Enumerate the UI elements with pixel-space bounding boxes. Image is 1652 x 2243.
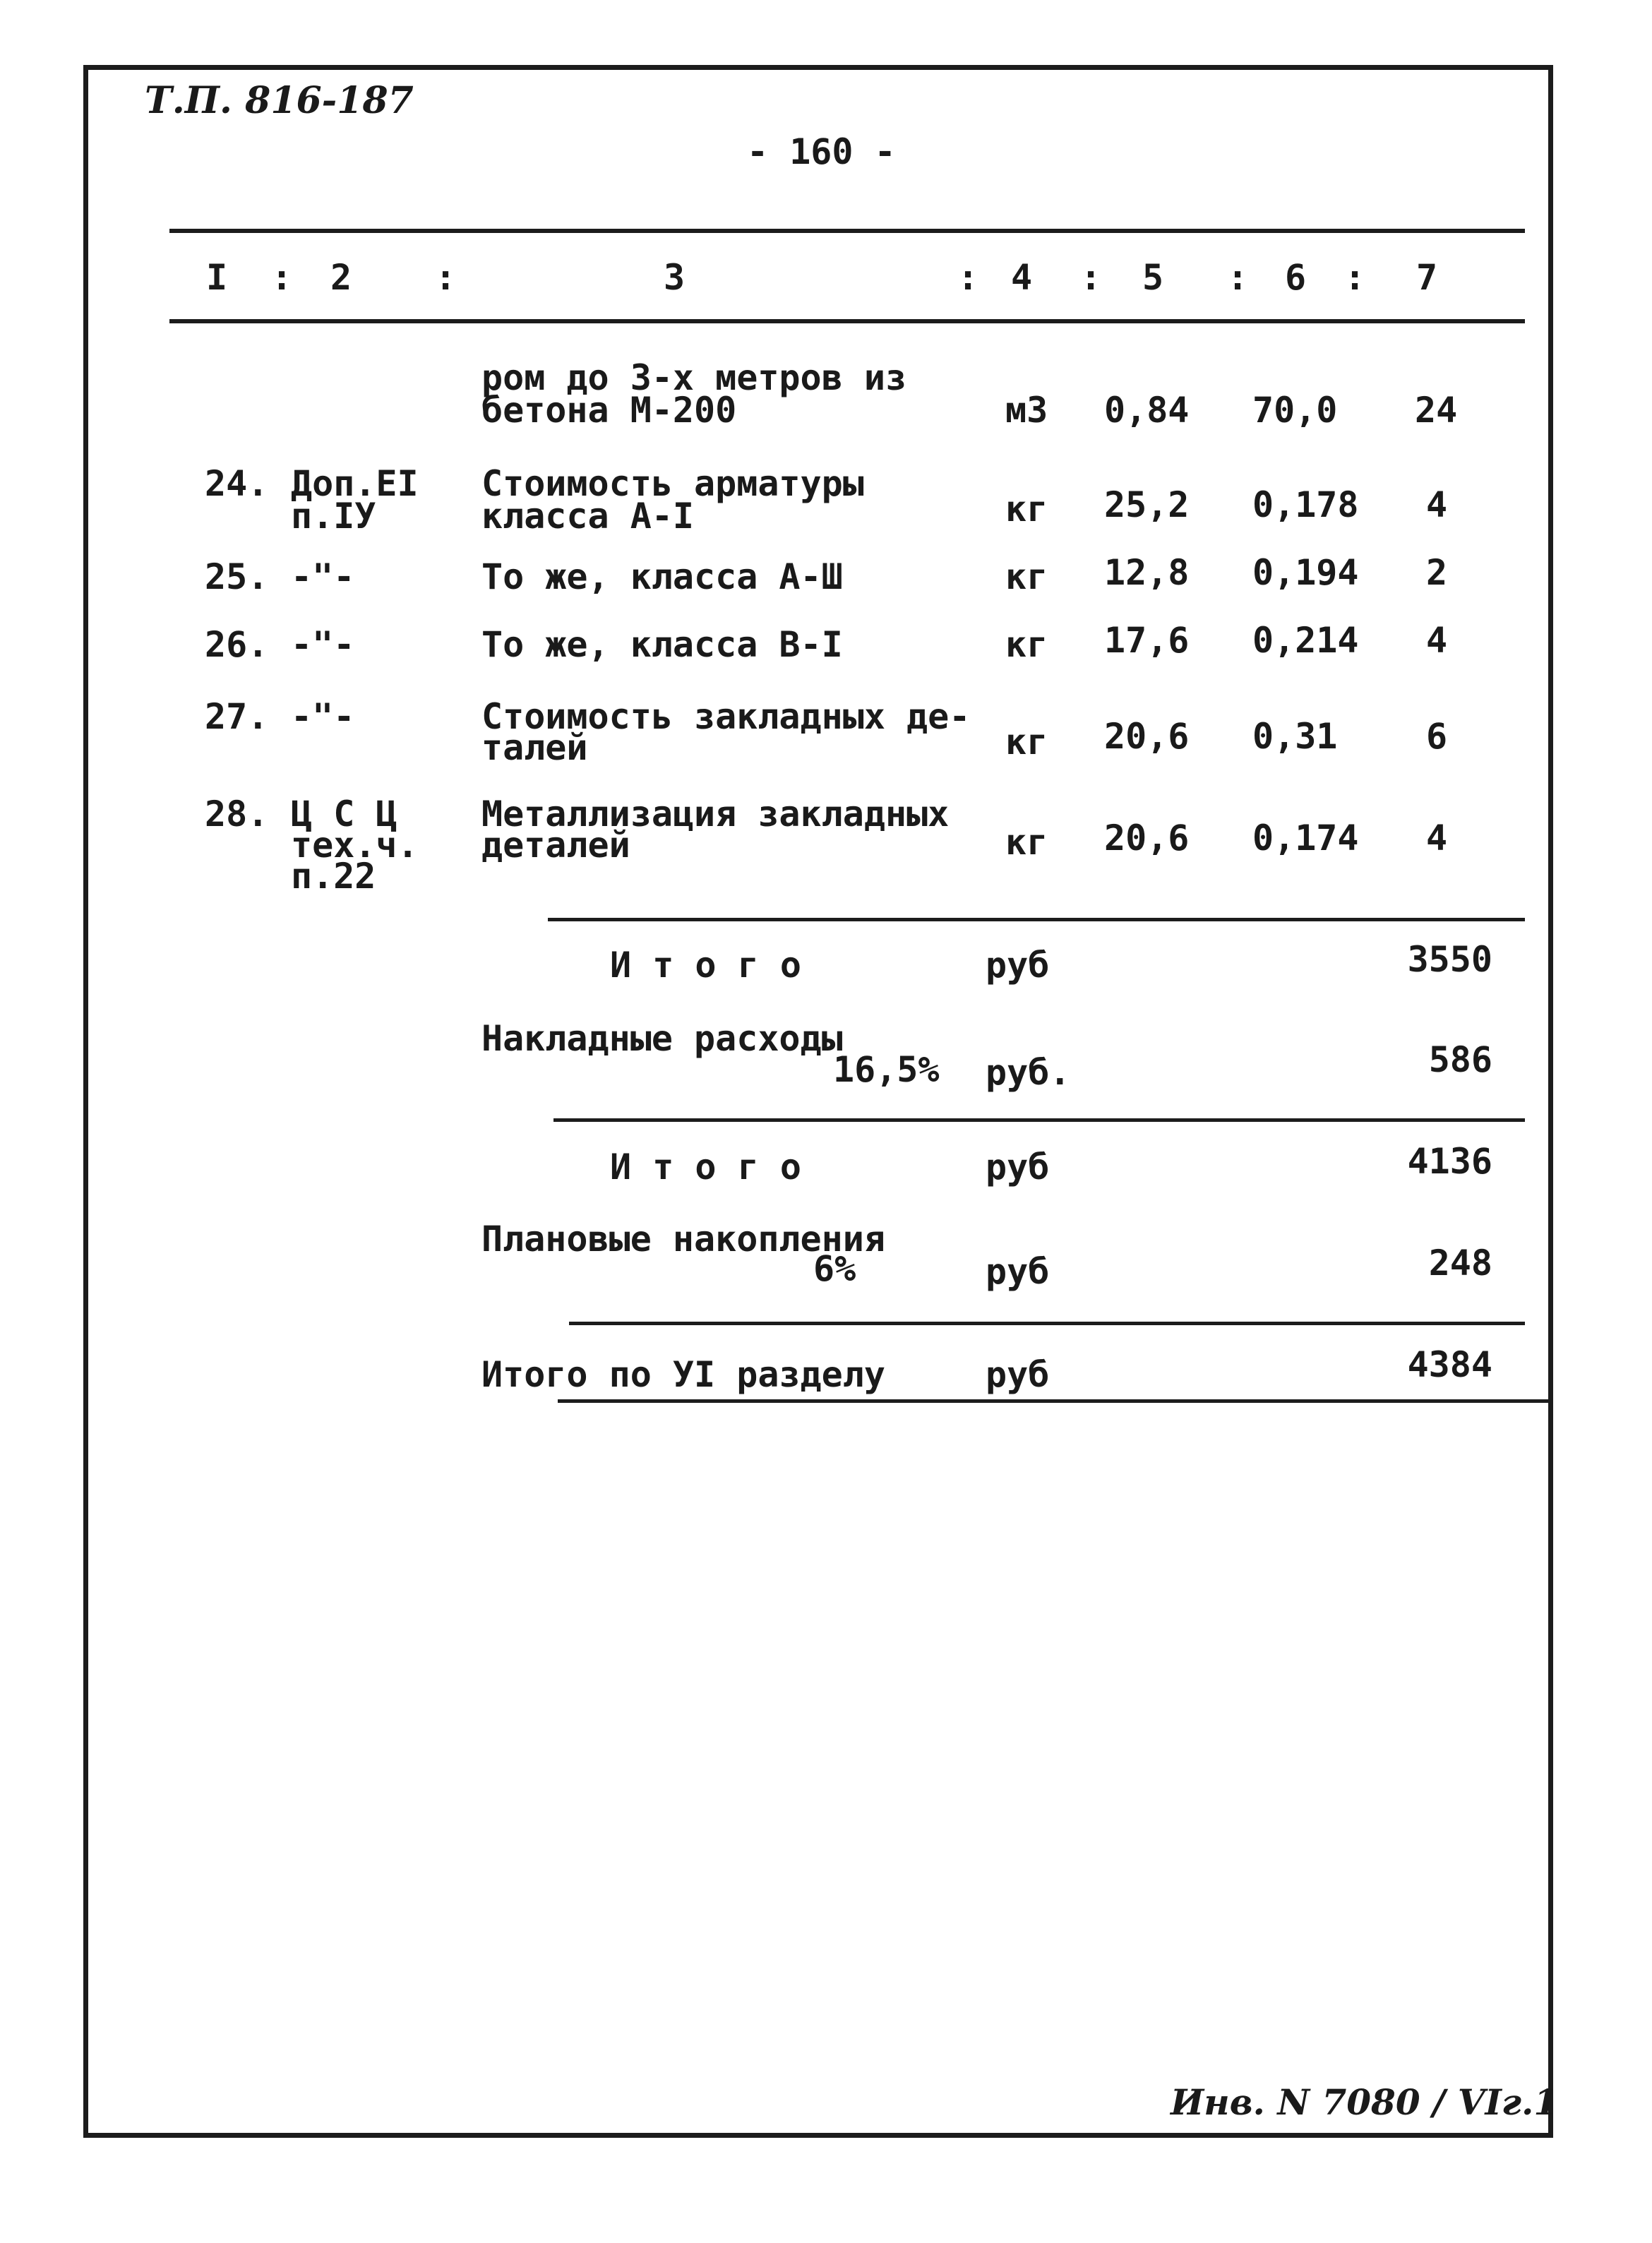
itogo-unit: руб bbox=[986, 1147, 1050, 1188]
itogo-value: 3550 bbox=[1407, 939, 1492, 980]
inventory-note: Инв. N 7080 / VIг.1 bbox=[1171, 2081, 1559, 2123]
col-sep: : bbox=[957, 257, 979, 298]
col-header-4: 4 bbox=[1011, 257, 1033, 298]
row-reference: -"- bbox=[291, 696, 355, 737]
summary-rule-4 bbox=[558, 1399, 1553, 1403]
row-description: Стоимость закладных де- bbox=[481, 696, 971, 737]
overhead-label: Накладные расходы bbox=[481, 1018, 843, 1059]
planned-label: Плановые накопления bbox=[481, 1219, 885, 1260]
row-price: 0,31 bbox=[1252, 716, 1338, 757]
row-price: 0,194 bbox=[1252, 552, 1359, 593]
row-reference: Доп.ЕI bbox=[291, 463, 419, 504]
row-number: 28. bbox=[205, 794, 269, 835]
itogo-label: И т о г о bbox=[610, 1147, 801, 1188]
col-sep: : bbox=[435, 257, 457, 298]
row-unit: кг bbox=[1005, 822, 1048, 863]
col-sep: : bbox=[1344, 257, 1366, 298]
row-reference: -"- bbox=[291, 624, 355, 665]
row-unit: кг bbox=[1005, 556, 1048, 597]
section-total-label: Итого по УI разделу bbox=[481, 1354, 885, 1395]
itogo-unit: руб bbox=[986, 945, 1050, 986]
row-reference: п.22 bbox=[291, 856, 376, 897]
row-total: 4 bbox=[1426, 620, 1448, 661]
row-quantity: 25,2 bbox=[1104, 484, 1190, 525]
row-number: 26. bbox=[205, 624, 269, 665]
itogo-value: 4136 bbox=[1407, 1141, 1492, 1182]
row-price: 0,214 bbox=[1252, 620, 1359, 661]
planned-unit: руб bbox=[986, 1251, 1050, 1292]
row-quantity: 17,6 bbox=[1104, 620, 1190, 661]
summary-rule-2 bbox=[553, 1118, 1525, 1122]
col-header-7: 7 bbox=[1416, 257, 1438, 298]
itogo-label: И т о г о bbox=[610, 945, 801, 986]
summary-rule-1 bbox=[548, 918, 1525, 921]
row-description: деталей bbox=[481, 825, 630, 866]
row-description: Стоимость арматуры bbox=[481, 463, 864, 504]
row-quantity: 20,6 bbox=[1104, 716, 1190, 757]
row-quantity: 20,6 bbox=[1104, 818, 1190, 859]
row-description: ром до 3-х метров из bbox=[481, 357, 907, 398]
row-price: 70,0 bbox=[1252, 390, 1338, 431]
row-total: 24 bbox=[1415, 390, 1458, 431]
row-description: класса А-I bbox=[481, 496, 695, 537]
row-total: 4 bbox=[1426, 818, 1448, 859]
col-header-3: 3 bbox=[664, 257, 686, 298]
document-code: Т.П. 816-187 bbox=[145, 79, 414, 122]
row-quantity: 12,8 bbox=[1104, 552, 1190, 593]
row-number: 27. bbox=[205, 696, 269, 737]
row-total: 2 bbox=[1426, 552, 1448, 593]
col-header-5: 5 bbox=[1142, 257, 1164, 298]
row-quantity: 0,84 bbox=[1104, 390, 1190, 431]
row-reference: -"- bbox=[291, 556, 355, 597]
planned-value: 248 bbox=[1428, 1243, 1492, 1284]
summary-rule-3 bbox=[569, 1322, 1525, 1325]
row-description: талей bbox=[481, 727, 588, 768]
overhead-unit: руб. bbox=[986, 1052, 1071, 1093]
row-unit: кг bbox=[1005, 624, 1048, 665]
section-total-unit: руб bbox=[986, 1354, 1050, 1395]
header-rule-top bbox=[169, 229, 1525, 233]
row-total: 6 bbox=[1426, 716, 1448, 757]
page-number: - 160 - bbox=[747, 131, 896, 172]
row-reference: Ц С Ц bbox=[291, 794, 397, 835]
col-sep: : bbox=[271, 257, 293, 298]
row-total: 4 bbox=[1426, 484, 1448, 525]
row-reference: тех.ч. bbox=[291, 825, 419, 866]
planned-percent: 6% bbox=[813, 1248, 856, 1289]
header-rule-bottom bbox=[169, 319, 1525, 323]
row-price: 0,178 bbox=[1252, 484, 1359, 525]
section-total-value: 4384 bbox=[1407, 1344, 1492, 1385]
row-description: Металлизация закладных bbox=[481, 794, 950, 835]
row-number: 25. bbox=[205, 556, 269, 597]
row-description: бетона М-200 bbox=[481, 390, 737, 431]
col-sep: : bbox=[1227, 257, 1249, 298]
row-number: 24. bbox=[205, 463, 269, 504]
row-description: То же, класса А-Ш bbox=[481, 556, 843, 597]
col-header-2: 2 bbox=[330, 257, 352, 298]
row-unit: кг bbox=[1005, 722, 1048, 762]
col-header-6: 6 bbox=[1285, 257, 1307, 298]
row-price: 0,174 bbox=[1252, 818, 1359, 859]
overhead-percent: 16,5% bbox=[833, 1049, 940, 1090]
overhead-value: 586 bbox=[1428, 1039, 1492, 1080]
row-description: То же, класса В-I bbox=[481, 624, 843, 665]
row-unit: кг bbox=[1005, 489, 1048, 530]
col-sep: : bbox=[1080, 257, 1102, 298]
col-header-1: I bbox=[206, 257, 228, 298]
row-reference: п.IУ bbox=[291, 496, 376, 537]
row-unit: м3 bbox=[1005, 390, 1048, 431]
